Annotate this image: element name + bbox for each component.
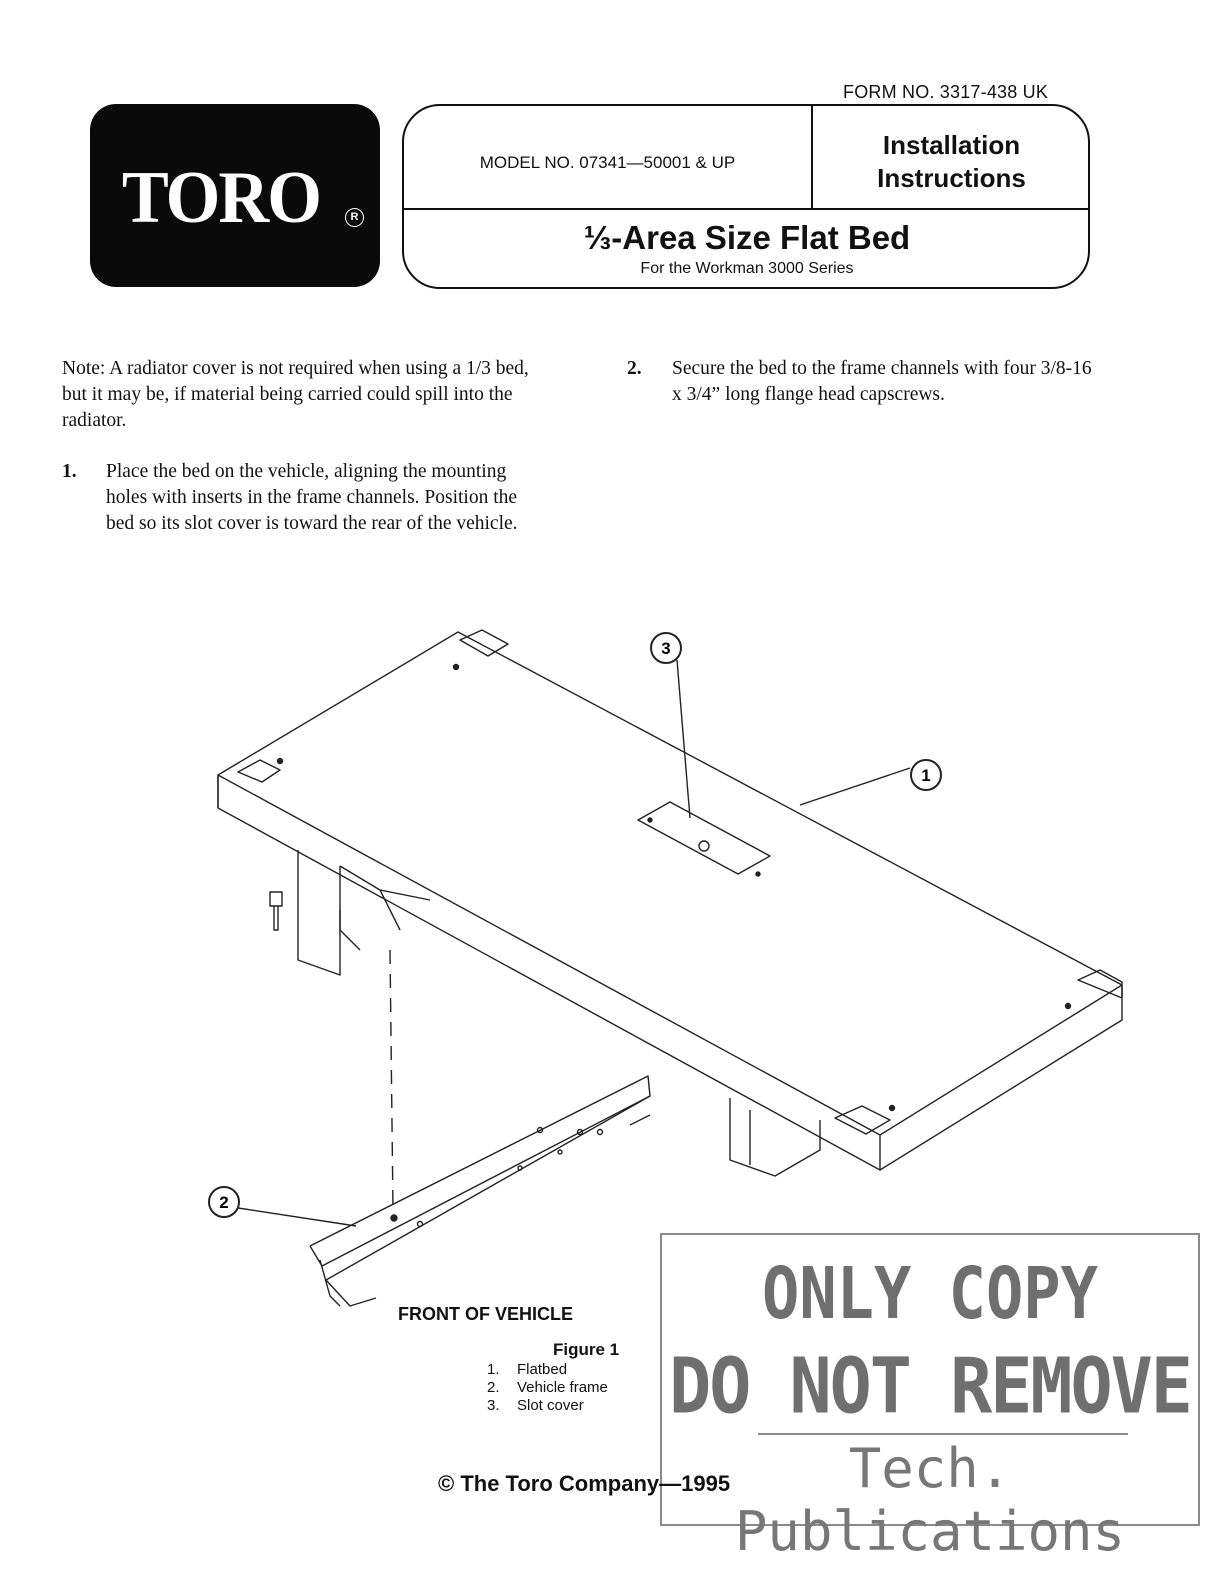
logo-text: TORO — [121, 157, 321, 239]
radiator-note: Note: A radiator cover is not required when using a 1/3 bed, but it may be, if material being carried could spill into the radiator. — [62, 358, 529, 431]
callout-3-label: 3 — [661, 639, 671, 658]
flatbed-outline — [218, 632, 1122, 1170]
stamp-line-3: Tech. Publications — [734, 1437, 1126, 1563]
step-1-text: Place the bed on the vehicle, aligning the mounting holes with inserts in the frame channels. Position the bed so its slot cover is toward the rear of the vehicle. — [106, 461, 518, 534]
product-title: ⅓-Area Size Flat Bed — [583, 219, 911, 256]
only-copy-stamp — [660, 1233, 1200, 1563]
legend-item — [487, 1397, 608, 1415]
installation-instructions-title: Installation Instructions — [877, 130, 1026, 193]
vehicle-frame — [310, 1076, 650, 1306]
title-block-divider — [404, 208, 1090, 210]
registered-mark-icon: R — [345, 208, 364, 227]
capscrew-icon — [270, 892, 282, 930]
toro-logo — [90, 104, 380, 287]
stamp-line-1: ONLY COPY — [762, 1251, 1098, 1336]
callout-2 — [209, 1187, 239, 1217]
callout-1-label: 1 — [921, 766, 931, 785]
legend-item — [487, 1379, 608, 1397]
form-number: FORM NO. 3317-438 UK — [843, 82, 1049, 102]
step-2-text: Secure the bed to the frame channels with four 3/8-16 x 3/4” long flange head capscrews. — [672, 358, 1092, 405]
product-subtitle: For the Workman 3000 Series — [640, 260, 854, 277]
legend-number: 1. — [487, 1361, 500, 1378]
stamp-line-2: DO NOT REMOVE — [669, 1340, 1191, 1432]
step-2-number: 2. — [627, 358, 642, 379]
legend-label: Flatbed — [517, 1361, 568, 1378]
copyright-notice: © The Toro Company—1995 — [438, 1471, 731, 1496]
callout-3 — [651, 633, 681, 663]
legend-number: 2. — [487, 1379, 500, 1396]
figure-legend — [487, 1361, 608, 1415]
callout-2-label: 2 — [219, 1193, 229, 1212]
legend-item — [487, 1361, 608, 1379]
front-of-vehicle-label: FRONT OF VEHICLE — [398, 1304, 573, 1324]
legend-label: Slot cover — [517, 1397, 584, 1414]
callout-1 — [911, 760, 941, 790]
step-1-number: 1. — [62, 461, 77, 482]
stamp-divider — [758, 1433, 1128, 1435]
flatbed-installation-diagram — [190, 620, 1140, 1320]
legend-number: 3. — [487, 1397, 500, 1414]
model-number: MODEL NO. 07341—50001 & UP — [479, 153, 736, 172]
title-block — [402, 104, 1090, 289]
legend-label: Vehicle frame — [517, 1379, 608, 1396]
figure-caption: Figure 1 — [553, 1340, 620, 1359]
